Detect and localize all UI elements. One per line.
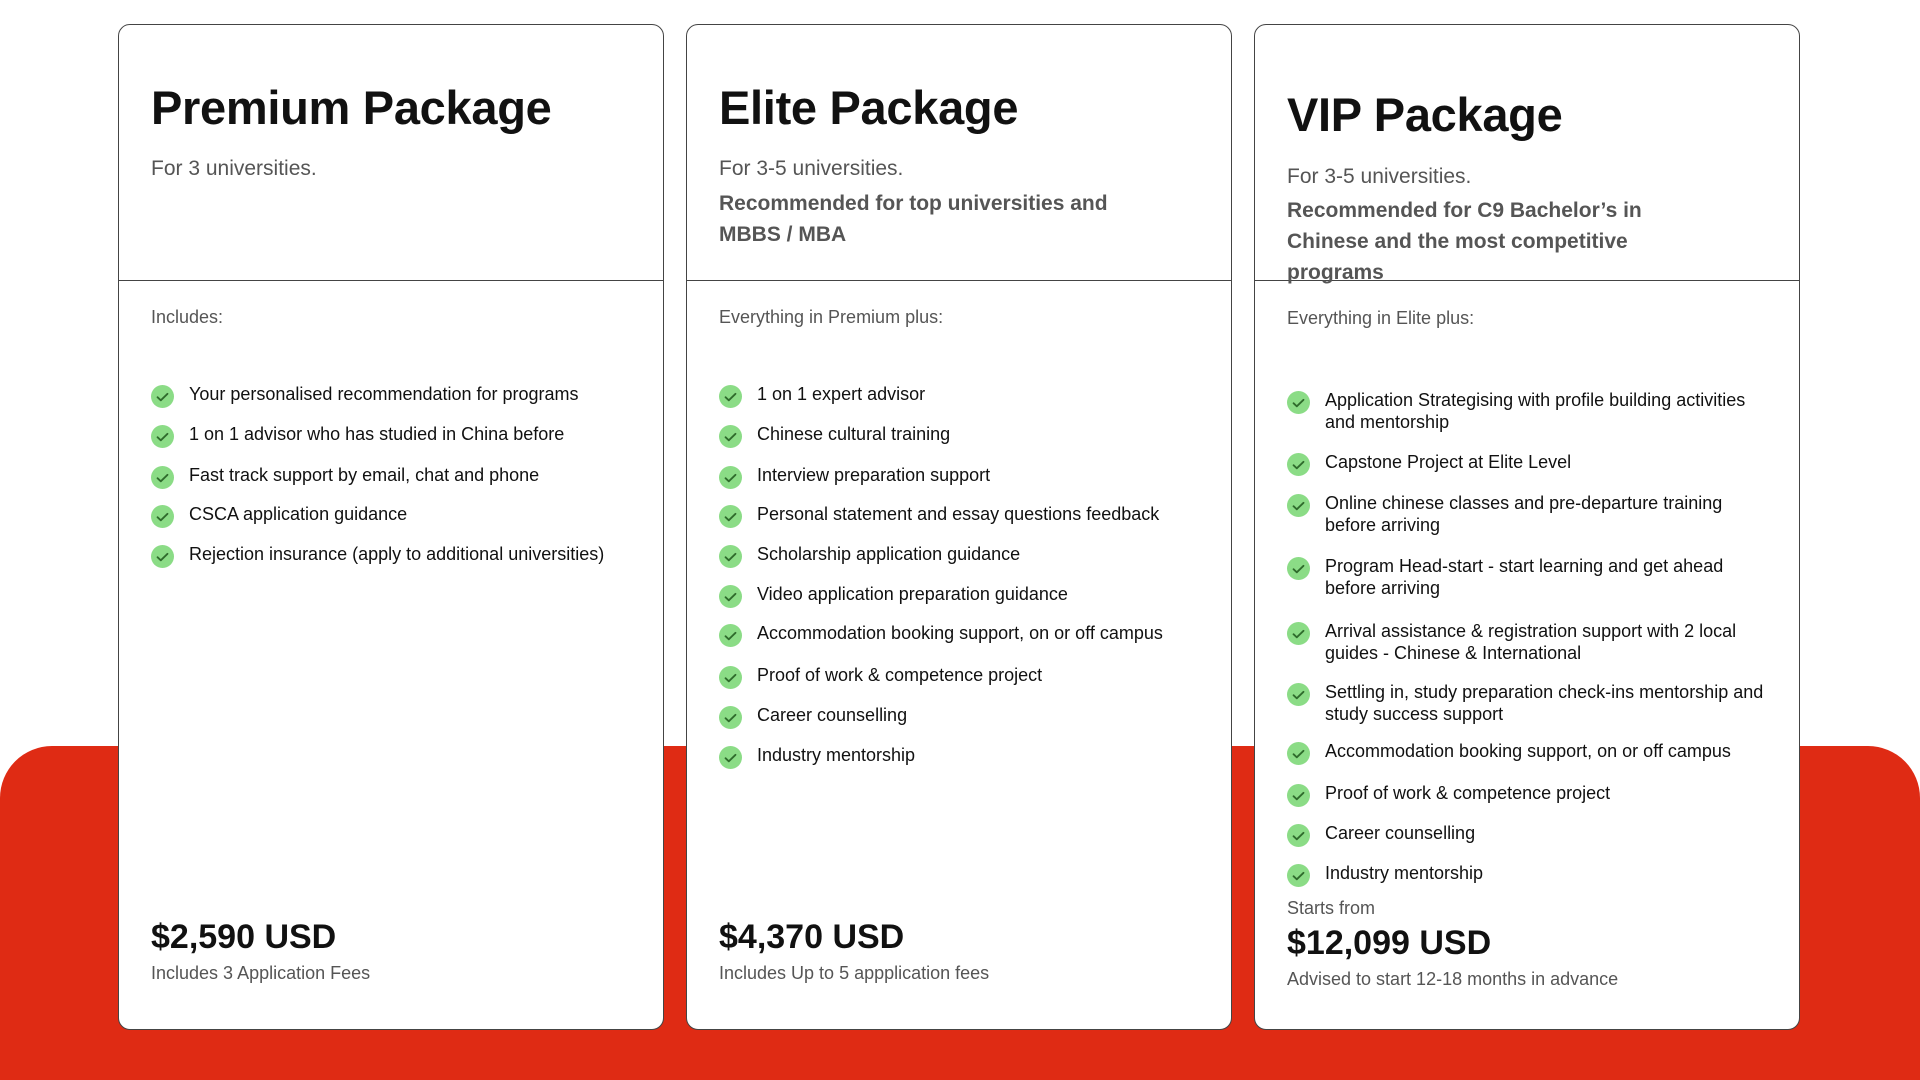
vip-package-card bbox=[1254, 24, 1800, 1030]
feature-item bbox=[1287, 620, 1777, 664]
feature-item bbox=[719, 583, 1209, 608]
price-block bbox=[151, 915, 631, 985]
package-title: VIP Package bbox=[1287, 88, 1563, 141]
check-icon bbox=[151, 466, 174, 489]
feature-item bbox=[1287, 555, 1777, 599]
feature-text: Industry mentorship bbox=[757, 745, 916, 765]
price: $4,370 USD bbox=[719, 918, 905, 956]
check-icon bbox=[719, 624, 742, 647]
check-icon bbox=[1287, 453, 1310, 476]
package-recommendation: Recommended for top universities and MBBS / MBA bbox=[719, 192, 1108, 246]
check-icon bbox=[1287, 742, 1310, 765]
feature-text: Fast track support by email, chat and phone bbox=[189, 465, 540, 485]
package-subtitle: For 3-5 universities. bbox=[1287, 165, 1472, 188]
package-title: Elite Package bbox=[719, 81, 1019, 134]
feature-text: Your personalised recommendation for programs bbox=[189, 384, 579, 404]
feature-text: Career counselling bbox=[1325, 823, 1476, 843]
check-icon bbox=[1287, 557, 1310, 580]
price-prefix: Starts from bbox=[1287, 898, 1376, 918]
feature-text: Proof of work & competence project bbox=[757, 665, 1043, 685]
feature-text: Video application preparation guidance bbox=[757, 584, 1068, 604]
feature-text: Proof of work & competence project bbox=[1325, 783, 1611, 803]
feature-text: Chinese cultural training bbox=[757, 424, 951, 444]
check-icon bbox=[719, 425, 742, 448]
feature-text: 1 on 1 advisor who has studied in China before bbox=[189, 424, 565, 444]
check-icon bbox=[1287, 391, 1310, 414]
premium-package-card bbox=[118, 24, 664, 1030]
check-icon bbox=[1287, 824, 1310, 847]
feature-text: Application Strategising with profile building activities and mentorship bbox=[1325, 390, 1746, 432]
feature-text: Personal statement and essay questions feedback bbox=[757, 504, 1160, 524]
check-icon bbox=[719, 466, 742, 489]
feature-item bbox=[151, 464, 641, 489]
check-icon bbox=[151, 505, 174, 528]
price-block bbox=[719, 915, 1199, 985]
feature-text: Scholarship application guidance bbox=[757, 544, 1021, 564]
check-icon bbox=[719, 585, 742, 608]
price-block bbox=[1287, 897, 1767, 991]
feature-item bbox=[719, 464, 1209, 489]
check-icon bbox=[1287, 784, 1310, 807]
feature-item bbox=[1287, 451, 1777, 476]
feature-text: Interview preparation support bbox=[757, 465, 991, 485]
feature-text: CSCA application guidance bbox=[189, 504, 408, 524]
check-icon bbox=[151, 385, 174, 408]
price: $2,590 USD bbox=[151, 918, 337, 956]
feature-item bbox=[719, 744, 1209, 769]
card-header bbox=[1255, 25, 1799, 284]
feature-item bbox=[1287, 681, 1777, 725]
package-subtitle: For 3 universities. bbox=[151, 157, 317, 180]
features-label: Everything in Premium plus: bbox=[719, 307, 944, 327]
feature-text: Arrival assistance & registration support with 2 local guides - Chinese & International bbox=[1325, 621, 1737, 663]
check-icon bbox=[1287, 494, 1310, 517]
check-icon bbox=[151, 425, 174, 448]
feature-item bbox=[719, 503, 1209, 528]
feature-text: 1 on 1 expert advisor bbox=[757, 384, 926, 404]
feature-item bbox=[1287, 862, 1777, 887]
feature-text: Accommodation booking support, on or off campus bbox=[1325, 741, 1731, 761]
feature-item bbox=[1287, 782, 1777, 807]
check-icon bbox=[1287, 864, 1310, 887]
price-note: Includes Up to 5 appplication fees bbox=[719, 963, 990, 983]
check-icon bbox=[719, 385, 742, 408]
feature-item bbox=[1287, 740, 1777, 765]
feature-item bbox=[151, 543, 641, 568]
package-title: Premium Package bbox=[151, 81, 552, 134]
feature-item bbox=[719, 664, 1209, 689]
price-note: Advised to start 12-18 months in advance bbox=[1287, 969, 1619, 989]
package-subtitle: For 3-5 universities. bbox=[719, 157, 904, 180]
feature-item bbox=[1287, 492, 1777, 536]
package-recommendation: Recommended for C9 Bachelor’s in Chinese and the most competitive programs bbox=[1287, 199, 1642, 284]
feature-text: Accommodation booking support, on or off campus bbox=[757, 623, 1163, 643]
feature-item bbox=[151, 383, 641, 408]
check-icon bbox=[719, 505, 742, 528]
price-note: Includes 3 Application Fees bbox=[151, 963, 371, 983]
feature-item bbox=[151, 423, 641, 448]
price: $12,099 USD bbox=[1287, 924, 1492, 962]
feature-item bbox=[719, 704, 1209, 729]
features-label: Includes: bbox=[151, 307, 224, 327]
feature-item bbox=[151, 503, 641, 528]
feature-item bbox=[719, 543, 1209, 568]
check-icon bbox=[719, 666, 742, 689]
feature-text: Career counselling bbox=[757, 705, 908, 725]
feature-item bbox=[719, 383, 1209, 408]
feature-item bbox=[1287, 389, 1777, 433]
check-icon bbox=[719, 706, 742, 729]
check-icon bbox=[719, 746, 742, 769]
feature-text: Settling in, study preparation check-ins mentorship and study success support bbox=[1325, 682, 1764, 724]
feature-text: Program Head-start - start learning and get ahead before arriving bbox=[1325, 556, 1724, 598]
feature-item bbox=[719, 622, 1209, 647]
elite-package-card bbox=[686, 24, 1232, 1030]
check-icon bbox=[1287, 622, 1310, 645]
card-header bbox=[687, 25, 1231, 281]
check-icon bbox=[1287, 683, 1310, 706]
card-header bbox=[119, 25, 663, 281]
features-label: Everything in Elite plus: bbox=[1287, 308, 1475, 328]
feature-item bbox=[1287, 822, 1777, 847]
feature-text: Capstone Project at Elite Level bbox=[1325, 452, 1572, 472]
check-icon bbox=[719, 545, 742, 568]
feature-text: Online chinese classes and pre-departure training before arriving bbox=[1325, 493, 1723, 535]
check-icon bbox=[151, 545, 174, 568]
feature-item bbox=[719, 423, 1209, 448]
feature-text: Rejection insurance (apply to additional universities) bbox=[189, 544, 605, 564]
feature-text: Industry mentorship bbox=[1325, 863, 1484, 883]
